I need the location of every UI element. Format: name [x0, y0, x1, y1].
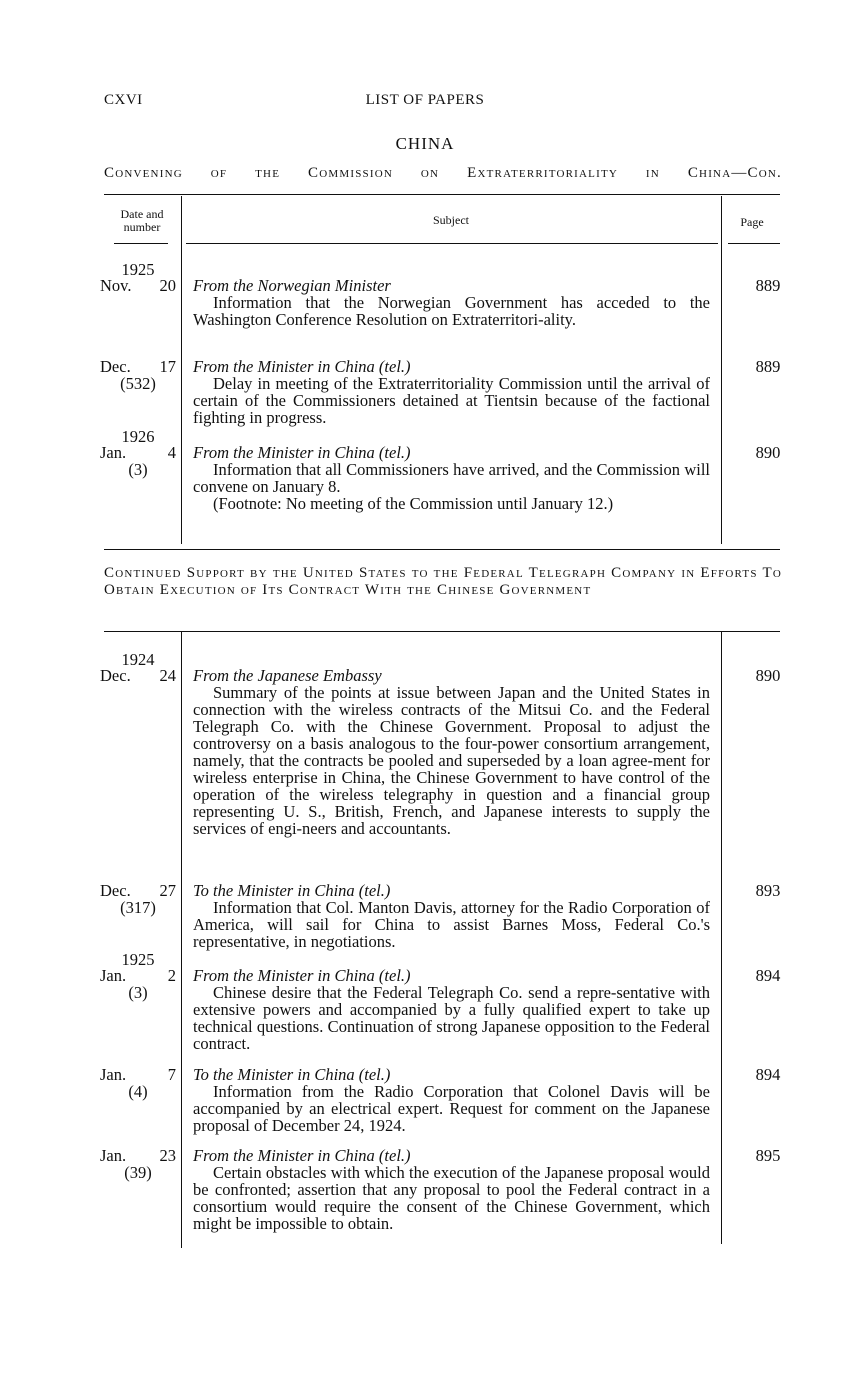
table-top-rule: [104, 194, 780, 195]
table-bottom-rule: [104, 549, 780, 550]
entry-date: Jan. 2: [100, 966, 176, 985]
section-heading-extraterritoriality: Convening of the Commission on Extraterritoriality in China—Con.: [104, 165, 782, 181]
column-divider-left: [181, 632, 182, 1248]
entry-date: Dec. 17: [100, 357, 176, 376]
entry-footnote: (Footnote: No meeting of the Commission until January 12.): [213, 494, 614, 513]
entry-summary: Delay in meeting of the Extraterritoriality Commission until the arrival of certain of the Commissioners detained at Tientsin because of the factional fighting in progress.: [193, 374, 710, 427]
column-divider-right: [721, 196, 722, 544]
entry-page: 894: [755, 966, 781, 985]
entry-number: (317): [120, 898, 156, 917]
page-folio: CXVI: [104, 92, 143, 108]
entry-number: (4): [128, 1082, 148, 1101]
header-underline-page: [728, 243, 780, 244]
entry-number: (3): [128, 460, 148, 479]
entry-summary: Chinese desire that the Federal Telegraph Co. send a repre-sentative with extensive powers and accompanied by a fully qualified expert to take up technical questions. Continuation of strong Japanese opposition to the Federal contract.: [193, 983, 710, 1053]
entry-date: Dec. 24: [100, 666, 176, 685]
entry-number: (39): [124, 1163, 152, 1182]
year-label: 1925: [121, 260, 155, 279]
entry-date: Jan. 23: [100, 1146, 176, 1165]
column-header-page: Page: [740, 215, 764, 229]
column-header-subject: Subject: [433, 213, 469, 227]
entry-summary: Information that the Norwegian Government has acceded to the Washington Conference Resolution on Extraterritori-ality.: [193, 293, 710, 329]
entry-source: To the Minister in China (tel.): [193, 881, 391, 900]
entry-source: From the Minister in China (tel.): [193, 966, 411, 985]
year-label: 1924: [121, 650, 155, 669]
entry-date: Nov. 20: [100, 276, 176, 295]
entry-page: 890: [755, 443, 781, 462]
entry-number: (3): [128, 983, 148, 1002]
entry-date: Dec. 27: [100, 881, 176, 900]
running-title: LIST OF PAPERS: [365, 92, 485, 108]
entry-summary: Information that all Commissioners have arrived, and the Commission will convene on January 8.: [193, 460, 710, 496]
entry-source: From the Minister in China (tel.): [193, 443, 411, 462]
entry-summary: Information from the Radio Corporation that Colonel Davis will be accompanied by an electrical expert. Request for comment on the Japanese proposal of December 24, 1924.: [193, 1082, 710, 1135]
entry-summary: Information that Col. Manton Davis, attorney for the Radio Corporation of America, will sail for China to assist Barnes Moss, Federal Co.'s representative, in negotiations.: [193, 898, 710, 951]
column-header-date: Date and number: [120, 207, 164, 234]
entry-number: (532): [120, 374, 156, 393]
column-divider-right: [721, 632, 722, 1244]
entry-page: 889: [755, 276, 781, 295]
column-divider-left: [181, 196, 182, 544]
entry-source: To the Minister in China (tel.): [193, 1065, 391, 1084]
country-heading: CHINA: [395, 134, 455, 153]
year-label: 1925: [121, 950, 155, 969]
entry-date: Jan. 4: [100, 443, 176, 462]
entry-summary: Summary of the points at issue between Japan and the United States in connection with the wireless contracts of the Mitsui Co. and the Federal Telegraph Co. with the Chinese Government. Proposal to adjust the controversy on a basis analogous to the four-power consortium arrangement, namely, that the contracts be pooled and superseded by a loan agree-ment for wireless enterprise in China, the Chinese Government to have control of the operation of the wireless telegraphy in question and a financial group representing U. S., British, French, and Japanese interests to supply the services of engi-neers and accountants.: [193, 683, 710, 838]
entry-summary: Certain obstacles with which the execution of the Japanese proposal would be confronted; assertion that any proposal to pool the Federal contract in a consortium would require the consent of the Chinese Government, which might be impossible to obtain.: [193, 1163, 710, 1233]
entry-page: 895: [755, 1146, 781, 1165]
entry-page: 894: [755, 1065, 781, 1084]
entry-source: From the Minister in China (tel.): [193, 1146, 411, 1165]
entry-page: 889: [755, 357, 781, 376]
entry-page: 893: [755, 881, 781, 900]
entry-source: From the Minister in China (tel.): [193, 357, 411, 376]
entry-page: 890: [755, 666, 781, 685]
header-underline-date: [114, 243, 168, 244]
header-underline-subject: [186, 243, 718, 244]
entry-source: From the Japanese Embassy: [193, 666, 382, 685]
entry-date: Jan. 7: [100, 1065, 176, 1084]
entry-source: From the Norwegian Minister: [193, 276, 391, 295]
year-label: 1926: [121, 427, 155, 446]
section-heading-federal-telegraph: Continued Support by the United States to the Federal Telegraph Company in Efforts To Obtain Execution of Its Contract With the Chinese Government: [104, 565, 782, 598]
table-top-rule: [104, 631, 780, 632]
